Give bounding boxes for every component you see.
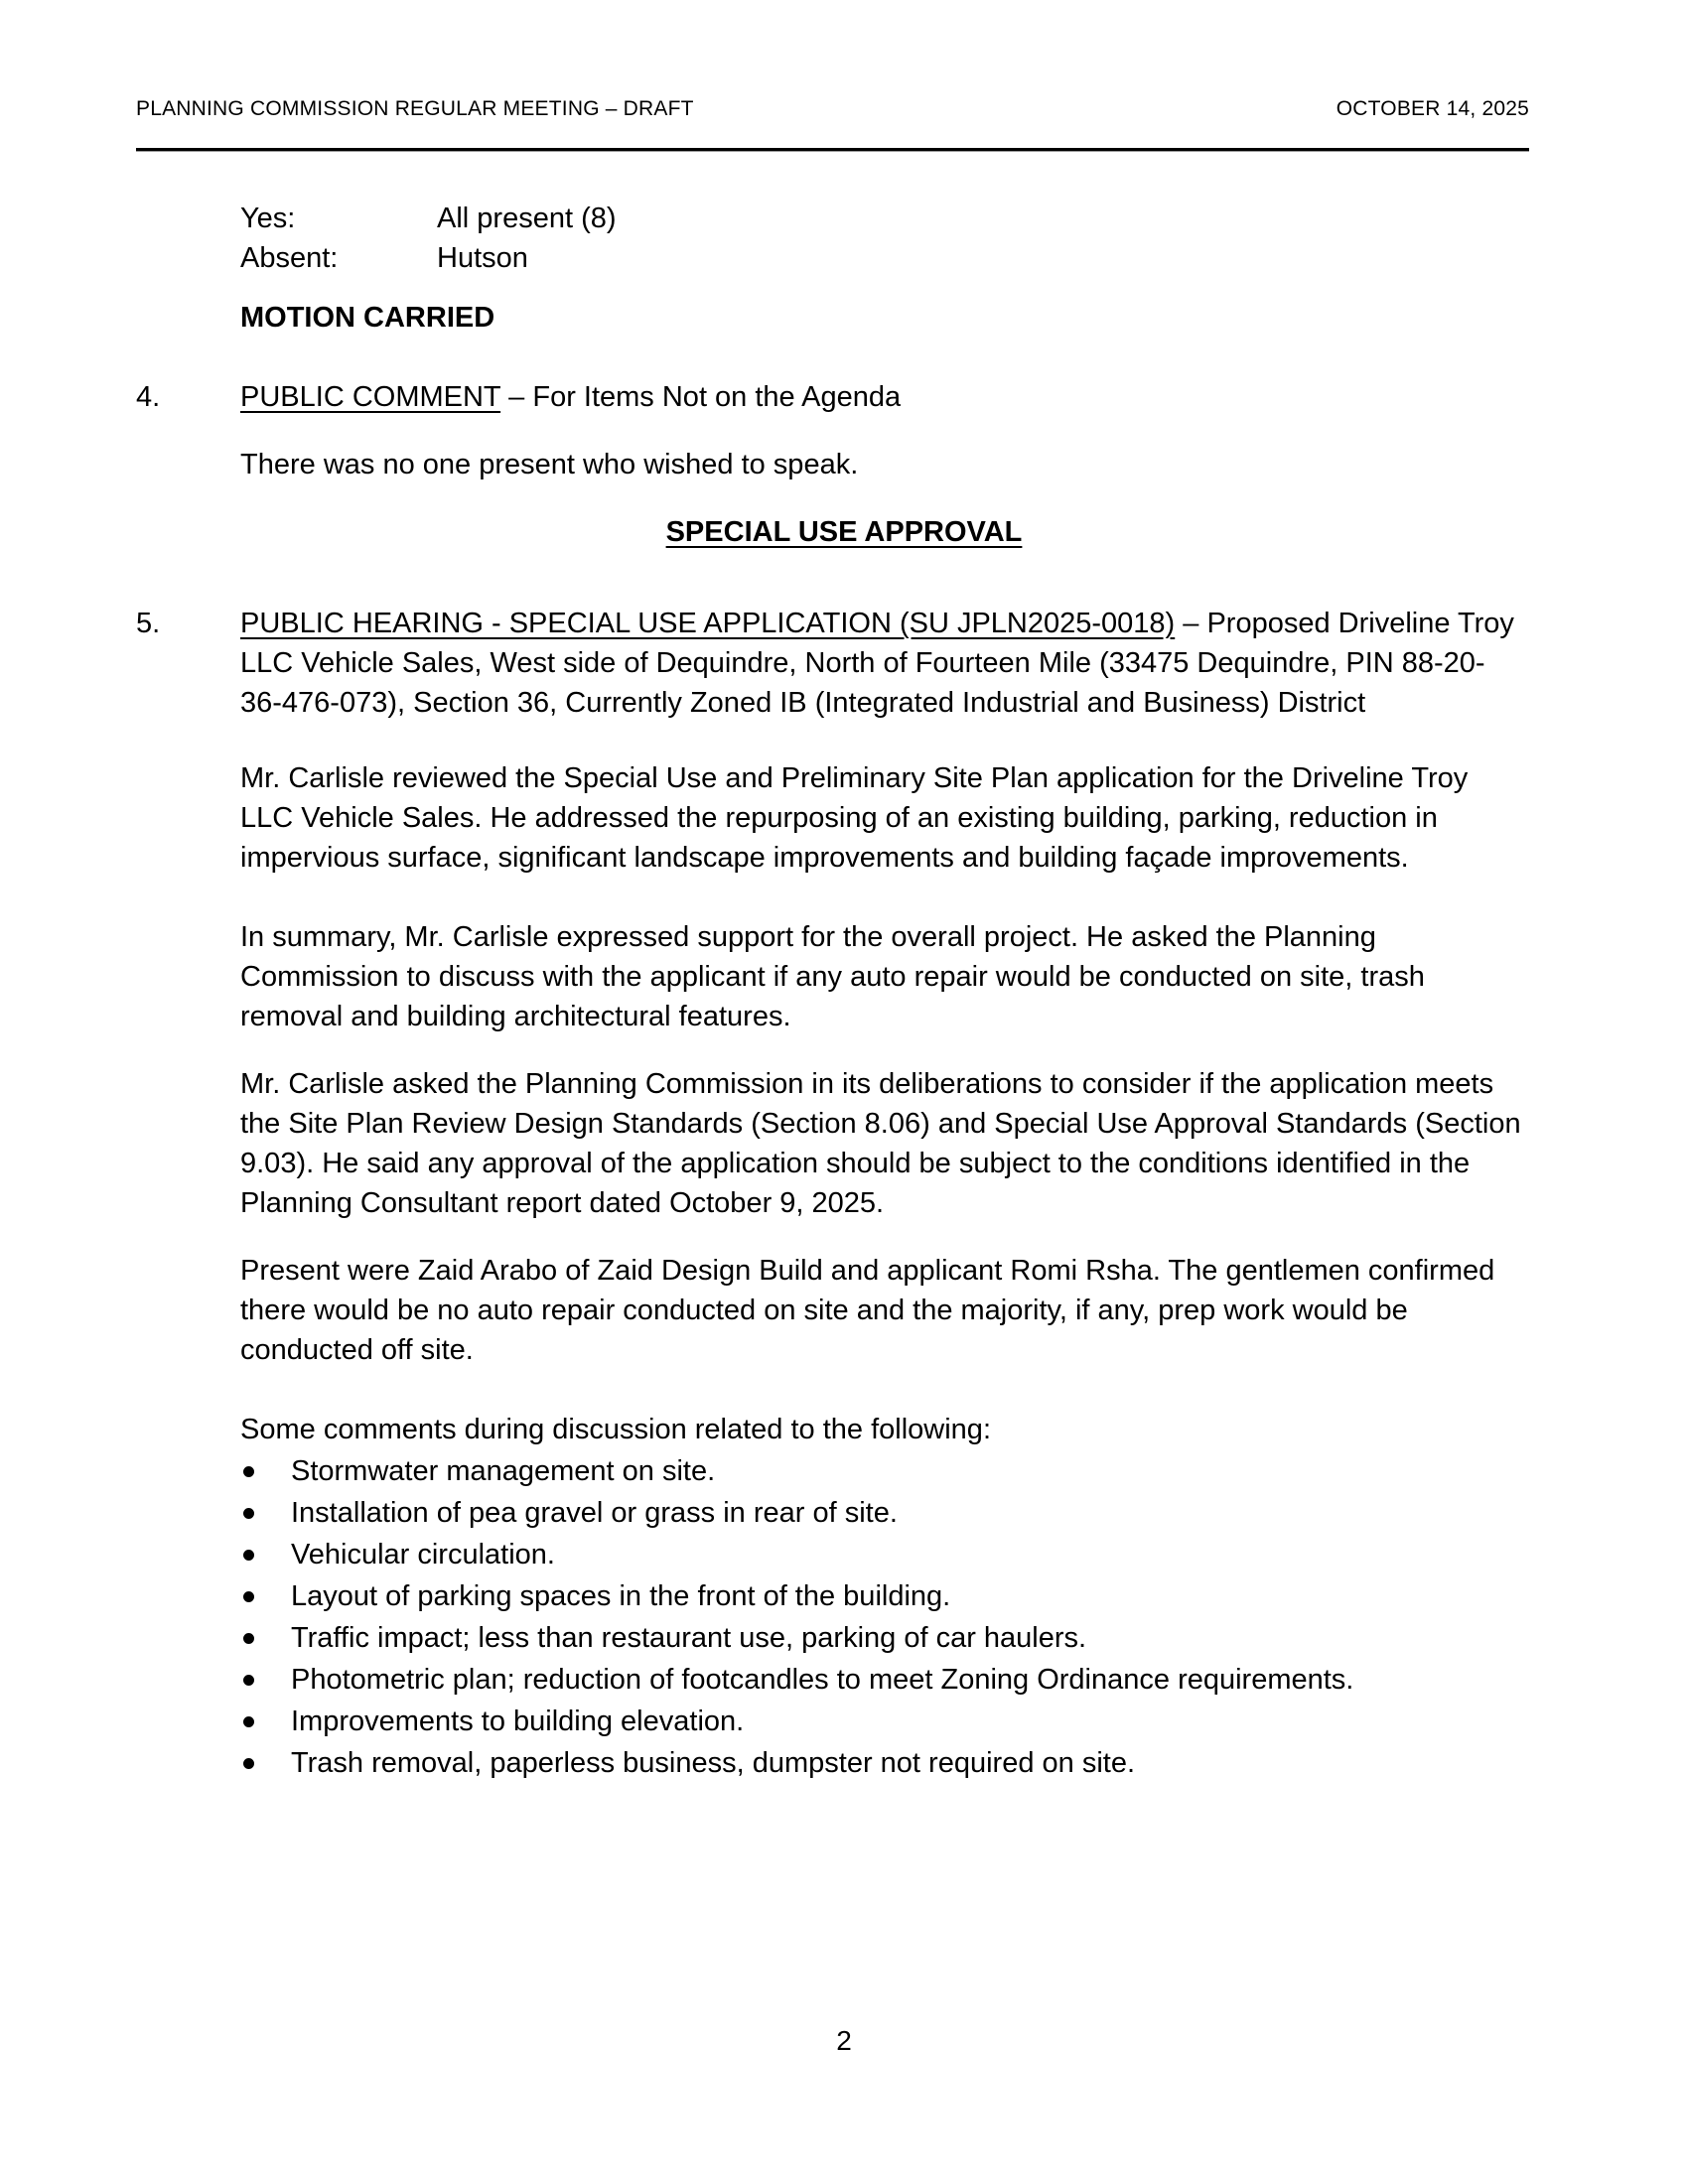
vote-label-absent: Absent: bbox=[240, 242, 339, 274]
discussion-bullet-list bbox=[240, 1451, 1521, 1783]
bullet-text: Vehicular circulation. bbox=[291, 1539, 555, 1570]
item5-paragraph-4: Present were Zaid Arabo of Zaid Design Build and applicant Romi Rsha. The gentlemen confirmed there would be no auto repair conducted on site and the majority, if any, prep work would be conducted off site. bbox=[240, 1255, 1495, 1366]
item4-title-rest: – For Items Not on the Agenda bbox=[500, 381, 902, 413]
agenda-item-4 bbox=[136, 377, 1521, 484]
motion-carried-text: MOTION CARRIED bbox=[240, 302, 495, 334]
item5-title bbox=[240, 604, 1521, 723]
list-item bbox=[240, 1702, 1521, 1741]
item4-title bbox=[240, 377, 1521, 417]
list-item bbox=[240, 1535, 1521, 1574]
vote-row-absent bbox=[240, 238, 1521, 278]
vote-value-absent: Hutson bbox=[437, 242, 528, 274]
list-item bbox=[240, 1451, 1521, 1491]
list-item bbox=[240, 1493, 1521, 1533]
list-item bbox=[240, 1660, 1521, 1700]
section-heading-text: SPECIAL USE APPROVAL bbox=[665, 516, 1023, 548]
discussion-intro: Some comments during discussion related to the following: bbox=[240, 1414, 991, 1445]
page-number: 2 bbox=[836, 2025, 852, 2056]
header-date: OCTOBER 14, 2025 bbox=[1336, 97, 1529, 120]
item5-paragraph-1: Mr. Carlisle reviewed the Special Use and Preliminary Site Plan application for the Driveline Troy LLC Vehicle Sales. He addressed the repurposing of an existing building, parking, reduction in impervious surface, significant landscape improvements and building façade improvements. bbox=[240, 762, 1469, 874]
header-meeting-title: PLANNING COMMISSION REGULAR MEETING – DRAFT bbox=[136, 97, 694, 120]
item4-body: There was no one present who wished to speak. bbox=[240, 449, 859, 480]
bullet-icon bbox=[243, 1758, 254, 1769]
bullet-icon bbox=[243, 1675, 254, 1686]
item5-number: 5. bbox=[136, 608, 161, 639]
bullet-icon bbox=[243, 1508, 254, 1519]
vote-row-yes bbox=[240, 199, 1521, 238]
agenda-item-5 bbox=[136, 604, 1521, 1783]
page-header bbox=[136, 97, 1529, 121]
bullet-text: Layout of parking spaces in the front of the building. bbox=[291, 1580, 951, 1612]
item5-paragraph-3: Mr. Carlisle asked the Planning Commission in its deliberations to consider if the application meets the Site Plan Review Design Standards (Section 8.06) and Special Use Approval Standards (Section 9.03). He said any approval of the application should be subject to the conditions identified in the Planning Consultant report dated October 9, 2025. bbox=[240, 1068, 1521, 1219]
bullet-icon bbox=[243, 1633, 254, 1644]
list-item bbox=[240, 1576, 1521, 1616]
bullet-icon bbox=[243, 1466, 254, 1477]
item4-title-underlined: PUBLIC COMMENT bbox=[240, 381, 501, 413]
list-item bbox=[240, 1618, 1521, 1658]
item5-title-underlined: PUBLIC HEARING - SPECIAL USE APPLICATION (SU JPLN2025-0018) bbox=[240, 608, 1176, 639]
document-body bbox=[136, 199, 1521, 1783]
bullet-icon bbox=[243, 1550, 254, 1561]
bullet-text: Trash removal, paperless business, dumpster not required on site. bbox=[291, 1747, 1136, 1779]
bullet-text: Photometric plan; reduction of footcandles to meet Zoning Ordinance requirements. bbox=[291, 1664, 1354, 1696]
list-item bbox=[240, 1743, 1521, 1783]
header-divider bbox=[136, 148, 1529, 152]
bullet-icon bbox=[243, 1716, 254, 1727]
item5-paragraph-2: In summary, Mr. Carlisle expressed support for the overall project. He asked the Planning Commission to discuss with the applicant if any auto repair would be conducted on site, trash removal and building architectural features. bbox=[240, 921, 1425, 1032]
bullet-text: Installation of pea gravel or grass in rear of site. bbox=[291, 1497, 898, 1529]
item4-number: 4. bbox=[136, 381, 161, 413]
roll-call-block bbox=[240, 199, 1521, 278]
bullet-text: Improvements to building elevation. bbox=[291, 1706, 745, 1737]
bullet-text: Stormwater management on site. bbox=[291, 1455, 716, 1487]
section-heading bbox=[167, 512, 1521, 552]
bullet-icon bbox=[243, 1591, 254, 1602]
bullet-text: Traffic impact; less than restaurant use, parking of car haulers. bbox=[291, 1622, 1087, 1654]
vote-label-yes: Yes: bbox=[240, 203, 296, 234]
item5-title-rest: – Proposed Driveline Troy LLC Vehicle Sales, West side of Dequindre, North of Fourteen Mile (33475 Dequindre, PIN 88-20-36-476-073), Section 36, Currently Zoned IB (Integrated Industrial and Business) District bbox=[240, 608, 1514, 719]
page-footer bbox=[0, 2021, 1688, 2061]
vote-value-yes: All present (8) bbox=[437, 203, 617, 234]
